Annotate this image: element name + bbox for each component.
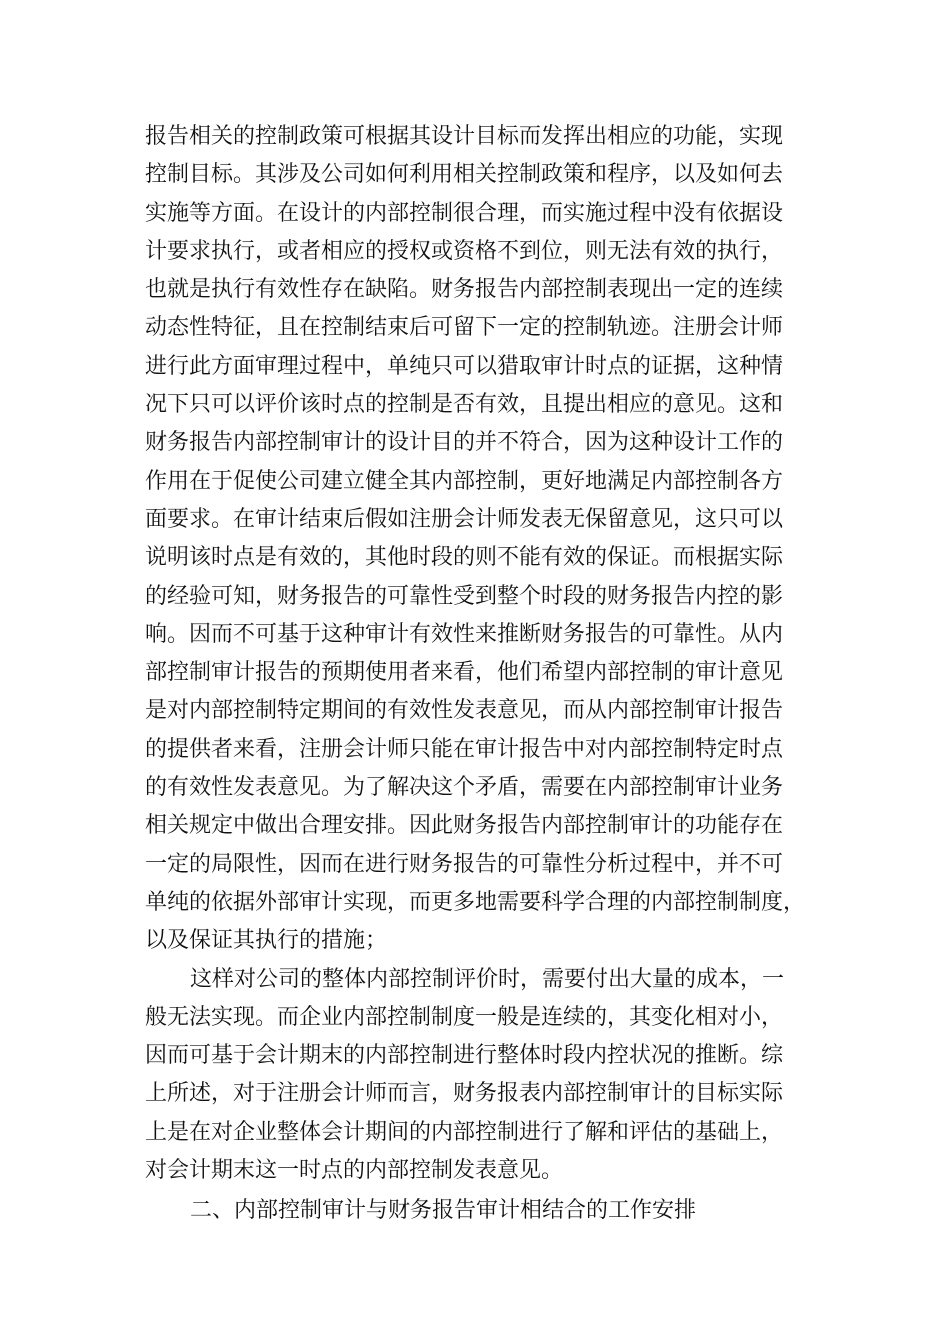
text-line: 报告相关的控制政策可根据其设计目标而发挥出相应的功能，实现	[145, 124, 784, 149]
section-heading: 二、内部控制审计与财务报告审计相结合的工作安排	[190, 1198, 697, 1224]
document-body	[145, 118, 825, 1231]
text-line: 一定的局限性，因而在进行财务报告的可靠性分析过程中，并不可	[145, 851, 784, 877]
text-line: 上是在对企业整体会计期间的内部控制进行了解和评估的基础上，	[145, 1119, 784, 1145]
text-line: 上所述，对于注册会计师而言，财务报表内部控制审计的目标实际	[145, 1081, 784, 1107]
text-line: 响。因而不可基于这种审计有效性来推断财务报告的可靠性。从内	[145, 621, 784, 647]
text-line: 动态性特征，且在控制结束后可留下一定的控制轨迹。注册会计师	[145, 315, 784, 341]
text-line: 况下只可以评价该时点的控制是否有效，且提出相应的意见。这和	[145, 392, 784, 418]
text-line: 单纯的依据外部审计实现，而更多地需要科学合理的内部控制制度，	[145, 889, 806, 915]
text-line: 计要求执行，或者相应的授权或资格不到位，则无法有效的执行，	[145, 238, 784, 264]
text-line: 的经验可知，财务报告的可靠性受到整个时段的财务报告内控的影	[145, 583, 784, 609]
text-line: 因而可基于会计期末的内部控制进行整体时段内控状况的推断。综	[145, 1043, 784, 1069]
text-line: 作用在于促使公司建立健全其内部控制，更好地满足内部控制各方	[145, 468, 784, 494]
text-line: 面要求。在审计结束后假如注册会计师发表无保留意见，这只可以	[145, 506, 784, 532]
text-line: 进行此方面审理过程中，单纯只可以猎取审计时点的证据，这种情	[145, 353, 784, 379]
text-line: 般无法实现。而企业内部控制制度一般是连续的，其变化相对小，	[145, 1004, 784, 1030]
text-line: 这样对公司的整体内部控制评价时，需要付出大量的成本，一	[190, 966, 785, 992]
text-line: 的有效性发表意见。为了解决这个矛盾，需要在内部控制审计业务	[145, 775, 784, 801]
text-line: 对会计期末这一时点的内部控制发表意见。	[145, 1158, 564, 1184]
text-line: 是对内部控制特定期间的有效性发表意见，而从内部控制审计报告	[145, 698, 784, 724]
text-line: 控制目标。其涉及公司如何利用相关控制政策和程序，以及如何去	[145, 162, 784, 188]
text-line: 说明该时点是有效的，其他时段的则不能有效的保证。而根据实际	[145, 545, 784, 571]
text-line: 实施等方面。在设计的内部控制很合理，而实施过程中没有依据设	[145, 200, 784, 226]
text-line: 相关规定中做出合理安排。因此财务报告内部控制审计的功能存在	[145, 813, 784, 839]
text-line: 以及保证其执行的措施；	[145, 928, 388, 954]
paragraph-1	[145, 118, 825, 961]
paragraph-2	[145, 961, 825, 1191]
text-line: 的提供者来看，注册会计师只能在审计报告中对内部控制特定时点	[145, 736, 784, 762]
text-line: 也就是执行有效性存在缺陷。财务报告内部控制表现出一定的连续	[145, 277, 784, 303]
text-line: 部控制审计报告的预期使用者来看，他们希望内部控制的审计意见	[145, 660, 784, 686]
text-line: 财务报告内部控制审计的设计目的并不符合，因为这种设计工作的	[145, 430, 784, 456]
